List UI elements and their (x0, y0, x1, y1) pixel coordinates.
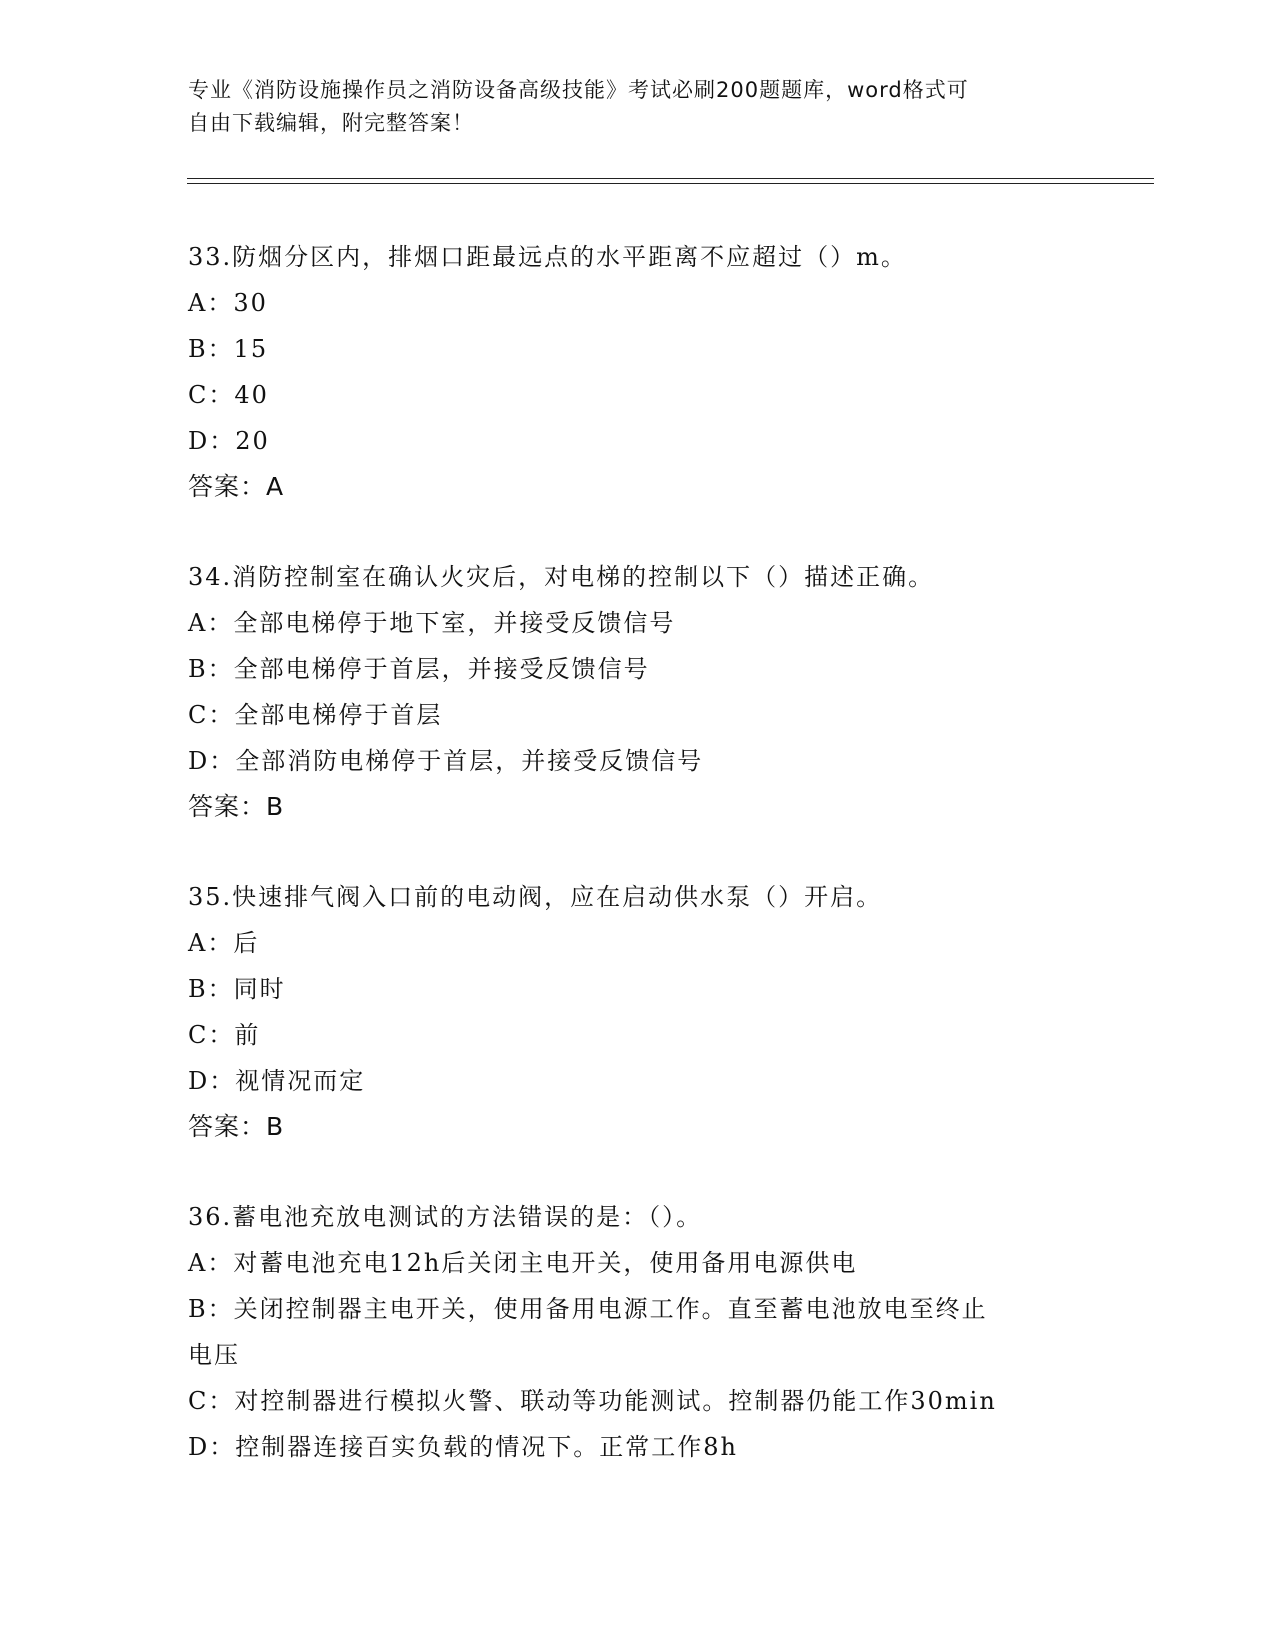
option-a: A：30 (188, 289, 268, 317)
answer: 答案：A (188, 472, 285, 501)
option-b-continuation: 电压 (188, 1341, 240, 1369)
question-34 (188, 554, 1088, 830)
option-b: B：15 (188, 335, 269, 363)
document-header (188, 74, 1068, 140)
option-d: D：全部消防电梯停于首层，并接受反馈信号 (188, 747, 704, 775)
option-d: D：视情况而定 (188, 1067, 366, 1095)
option-c: C：前 (188, 1021, 261, 1049)
question-33 (188, 234, 1088, 510)
option-c: C：全部电梯停于首层 (188, 701, 443, 729)
header-line-2: 自由下载编辑，附完整答案！ (188, 111, 474, 135)
option-b: B：全部电梯停于首层，并接受反馈信号 (188, 655, 650, 683)
option-c: C：40 (188, 381, 269, 409)
option-d: D：20 (188, 427, 270, 455)
answer: 答案：B (188, 1112, 285, 1141)
option-a: A：后 (188, 929, 260, 957)
header-divider-top (187, 178, 1154, 179)
question-stem: 34.消防控制室在确认火灾后，对电梯的控制以下（）描述正确。 (188, 563, 935, 591)
option-b: B：同时 (188, 975, 286, 1003)
option-a: A：全部电梯停于地下室，并接受反馈信号 (188, 609, 676, 637)
question-35 (188, 874, 1088, 1150)
question-36 (188, 1194, 1088, 1470)
header-divider-bottom (187, 183, 1154, 184)
question-stem: 35.快速排气阀入口前的电动阀，应在启动供水泵（）开启。 (188, 883, 883, 911)
option-c: C：对控制器进行模拟火警、联动等功能测试。控制器仍能工作30min (188, 1387, 997, 1415)
option-b: B：关闭控制器主电开关，使用备用电源工作。直至蓄电池放电至终止 (188, 1295, 988, 1323)
question-stem: 36.蓄电池充放电测试的方法错误的是：（）。 (188, 1203, 703, 1231)
answer: 答案：B (188, 792, 285, 821)
header-line-1: 专业《消防设施操作员之消防设备高级技能》考试必刷200题题库，word格式可 (188, 78, 969, 102)
question-stem: 33.防烟分区内，排烟口距最远点的水平距离不应超过（）m。 (188, 243, 907, 271)
option-d: D：控制器连接百实负载的情况下。正常工作8h (188, 1433, 738, 1461)
option-a: A：对蓄电池充电12h后关闭主电开关，使用备用电源供电 (188, 1249, 858, 1277)
